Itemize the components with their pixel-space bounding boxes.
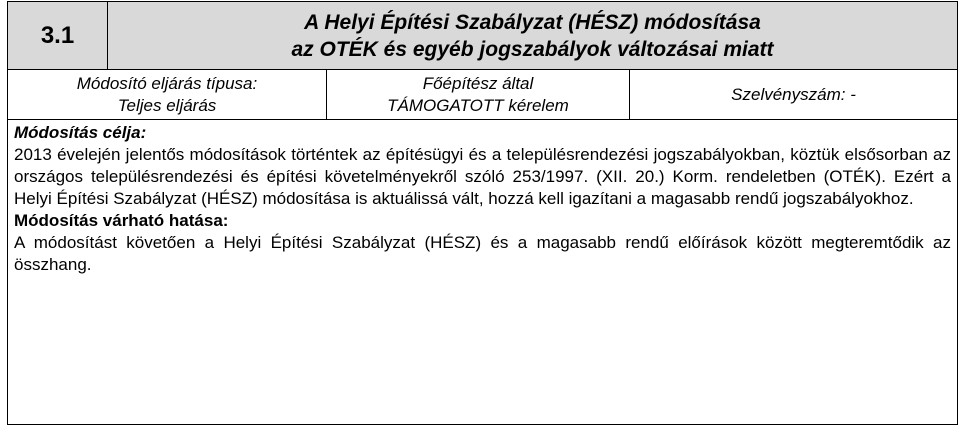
description-cell [8,120,958,425]
goal-label: Módosítás célja: [14,123,147,142]
title-cell [108,2,958,70]
procedure-type-value: Teljes eljárás [117,95,217,115]
coupon-cell [630,70,958,120]
title-line-1: A Helyi Építési Szabályzat (HÉSZ) módosítása [304,10,761,34]
item-number-cell [8,2,108,70]
title-line-2: az OTÉK és egyéb jogszabályok változásai miatt [291,37,774,61]
header-row [8,2,958,70]
procedure-row [8,70,958,120]
modification-form-table [7,1,958,425]
support-cell [327,70,630,120]
effect-text: A módosítást követően a Helyi Építési Szabályzat (HÉSZ) és a magasabb rendű előírások között megteremtődik az összhang. [14,233,952,274]
coupon-number: Szelvényszám: - [731,84,856,104]
body-row [8,120,958,425]
effect-label: Módosítás várható hatása: [14,211,229,230]
goal-text: 2013 évelején jelentős módosítások történtek az építésügyi és a településrendezési jogszabályokban, köztük elsősorban az országos településrendezési és építési követelményekről szóló 253/1997. (XII. 20.) Korm. rendeletben (OTÉK). Ezért a Helyi Építési Szabályzat (HÉSZ) módosítása is aktuálissá vált, hozzá kell igazítani a magasabb rendű jogszabályokhoz. [14,145,952,208]
support-line-2: TÁMOGATOTT kérelem [387,95,569,115]
support-line-1: Főépítész által [422,73,534,93]
procedure-type-cell [8,70,327,120]
procedure-type-label: Módosító eljárás típusa: [76,73,258,93]
item-number: 3.1 [40,21,75,49]
